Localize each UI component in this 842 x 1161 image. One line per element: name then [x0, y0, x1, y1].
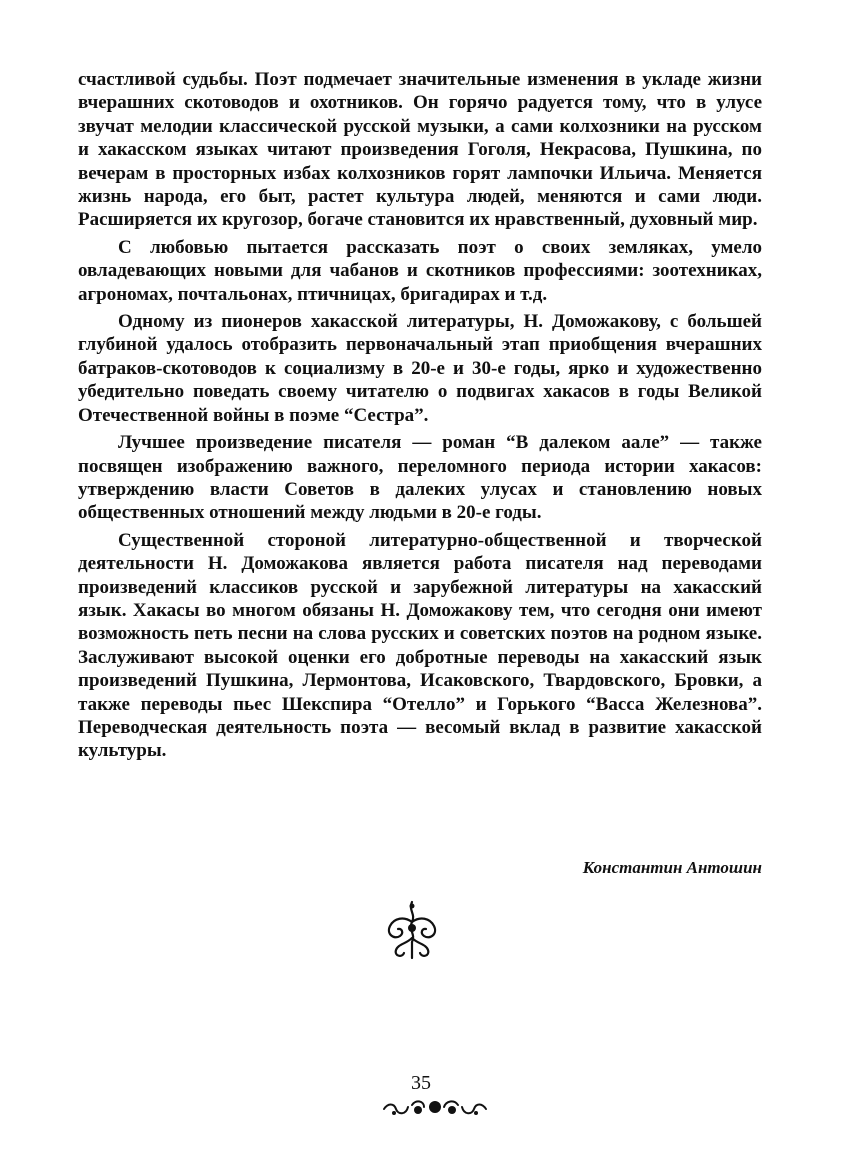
page-number: 35	[411, 1072, 431, 1094]
article-body	[78, 68, 762, 767]
paragraph-5: Существенной стороной литературно-общественной и творческой деятельности Н. Доможакова является работа писателя над переводами произведений классиков русской и зарубежной литературы на хакасский язык. Хакасы во многом обязаны Н. Доможакову тем, что сегодня они имеют возможность петь песни на слова русских и советских поэтов на родном языке. Заслуживают высокой оценки его добротные переводы на хакасский язык произведений Пушкина, Лермонтова, Исаковского, Твардовского, Бровки, а также переводы пьес Шекспира “Отелло” и Горького “Васса Железнова”. Переводческая деятельность поэта — весомый вклад в развитие хакасской культуры.	[78, 529, 762, 762]
paragraph-2: С любовью пытается рассказать поэт о своих земляках, умело овладевающих новыми для чабанов и скотников профессиями: зоотехниках, агрономах, почтальонах, птичницах, бригадирах и т.д.	[78, 236, 762, 305]
paragraph-4: Лучшее произведение писателя — роман “В далеком аале” — также посвящен изображению важного, переломного периода истории хакасов: утверждению власти Советов в далеких улусах и становлению новых общественных отношений между людьми в 20-е годы.	[78, 432, 762, 524]
author-signature: Константин Антошин	[582, 858, 762, 877]
floral-border-icon	[380, 1093, 490, 1119]
floral-ornament-icon	[382, 898, 442, 962]
paragraph-1: счастливой судьбы. Поэт подмечает значительные изменения в укладе жизни вчерашних скотоводов и охотников. Он горячо радуется тому, что в улусе звучат мелодии классической русской музыки, а сами колхозники на русском и хакасском языках читают произведения Гоголя, Некрасова, Пушкина, по вечерам в просторных избах колхозников горят лампочки Ильича. Меняется жизнь народа, его быт, растет культура людей, меняются и сами люди. Расширяется их кругозор, богаче становится их нравственный, духовный мир.	[78, 69, 762, 231]
paragraph-3: Одному из пионеров хакасской литературы, Н. Доможакову, с большей глубиной удалось отобразить первоначальный этап приобщения вчерашних батраков-скотоводов к социализму в 20-е и 30-е годы, ярко и художественно убедительно поведать своему читателю о подвигах хакасов в годы Великой Отечественной войны в поэме “Сестра”.	[78, 311, 762, 426]
